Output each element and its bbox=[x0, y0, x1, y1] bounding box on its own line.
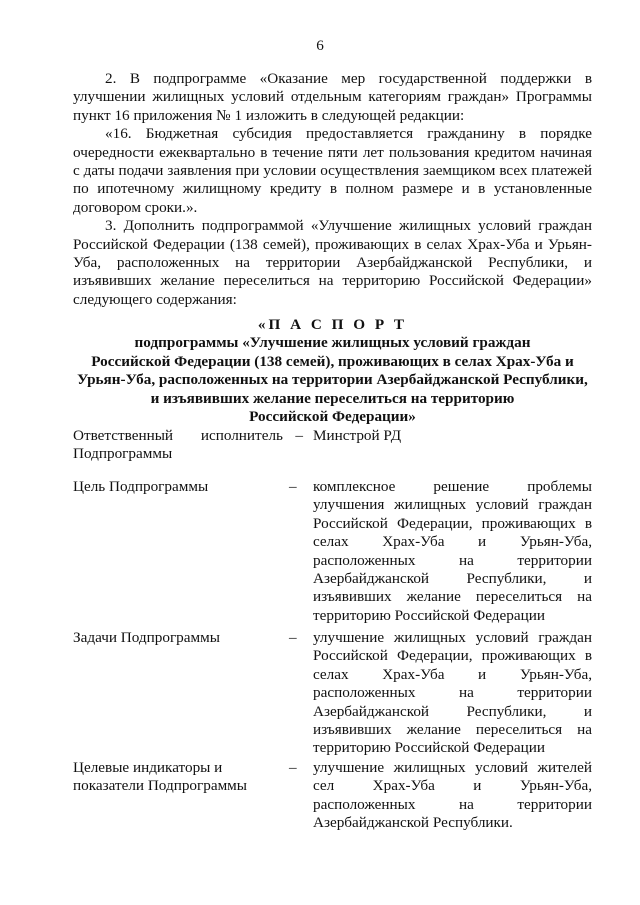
row-value: улучшение жилищных условий жителей сел Храх-Уба и Урьян-Уба, расположенных на территории Азербайджанской Республики. bbox=[313, 759, 592, 832]
row-label-part: Целевые индикаторы и bbox=[73, 759, 223, 776]
row-label-part: показатели Подпрограммы bbox=[73, 777, 247, 795]
row-value: Минстрой РД bbox=[313, 427, 402, 444]
page-number: 6 bbox=[316, 37, 324, 54]
passport-title-line: подпрограммы «Улучшение жилищных условий граждан bbox=[134, 334, 531, 352]
row-label: Задачи Подпрограммы bbox=[73, 629, 220, 646]
row-value: улучшение жилищных условий граждан Российской Федерации, проживающих в селах Храх-Уба и Урьян-Уба, расположенных на территории Азербайджанской Республики, и изъявивших желание переселиться на территорию Российской Федерации bbox=[313, 629, 592, 757]
paragraph-3: 3. Дополнить подпрограммой «Улучшение жилищных условий граждан Российской Федерации (138 семей), проживающих в селах Храх-Уба и Урьян-Уба, расположенных на территории Азербайджанской Республики, и изъявивших желание переселиться на территорию Российской Федерации» следующего содержания: bbox=[73, 217, 592, 308]
body-text bbox=[73, 70, 592, 309]
row-label: Цель Подпрограммы bbox=[73, 478, 209, 495]
row-dash: – bbox=[289, 478, 297, 495]
passport-title-line: Урьян-Уба, расположенных на территории Азербайджанской Республики, bbox=[77, 371, 588, 389]
paragraph-2: 2. В подпрограмме «Оказание мер государственной поддержки в улучшении жилищных условий отдельным категориям граждан» Программы пункт 16 приложения № 1 изложить в следующей редакции: bbox=[73, 70, 592, 124]
passport-title bbox=[73, 316, 592, 426]
passport-title-line: и изъявивших желание переселиться на территорию bbox=[150, 389, 515, 407]
row-label-part: Подпрограммы bbox=[73, 445, 173, 463]
passport-heading: «П А С П О Р Т bbox=[257, 316, 408, 333]
row-dash: – bbox=[295, 427, 303, 444]
passport-title-line: Российской Федерации (138 семей), проживающих в селах Храх-Уба и bbox=[91, 352, 574, 370]
row-label-part: Ответственный исполнитель bbox=[73, 427, 283, 444]
row-label bbox=[73, 427, 303, 464]
paragraph-16: «16. Бюджетная субсидия предоставляется гражданину в порядке очередности ежеквартально в течение пяти лет пользования кредитом начиная с даты подачи заявления при условии осуществления заемщиком всех платежей по ипотечному жилищному кредиту в полном размере и в установленные договором сроки.». bbox=[73, 125, 592, 216]
passport-title-line: Российской Федерации» bbox=[249, 408, 416, 426]
row-value: комплексное решение проблемы улучшения жилищных условий граждан Российской Федерации, проживающих в селах Храх-Уба и Урьян-Уба, расположенных на территории Азербайджанской Республики, и изъявивших желание переселиться на территорию Российской Федерации bbox=[313, 478, 592, 624]
row-label bbox=[73, 759, 278, 796]
row-dash: – bbox=[289, 629, 297, 646]
row-dash: – bbox=[289, 759, 297, 776]
